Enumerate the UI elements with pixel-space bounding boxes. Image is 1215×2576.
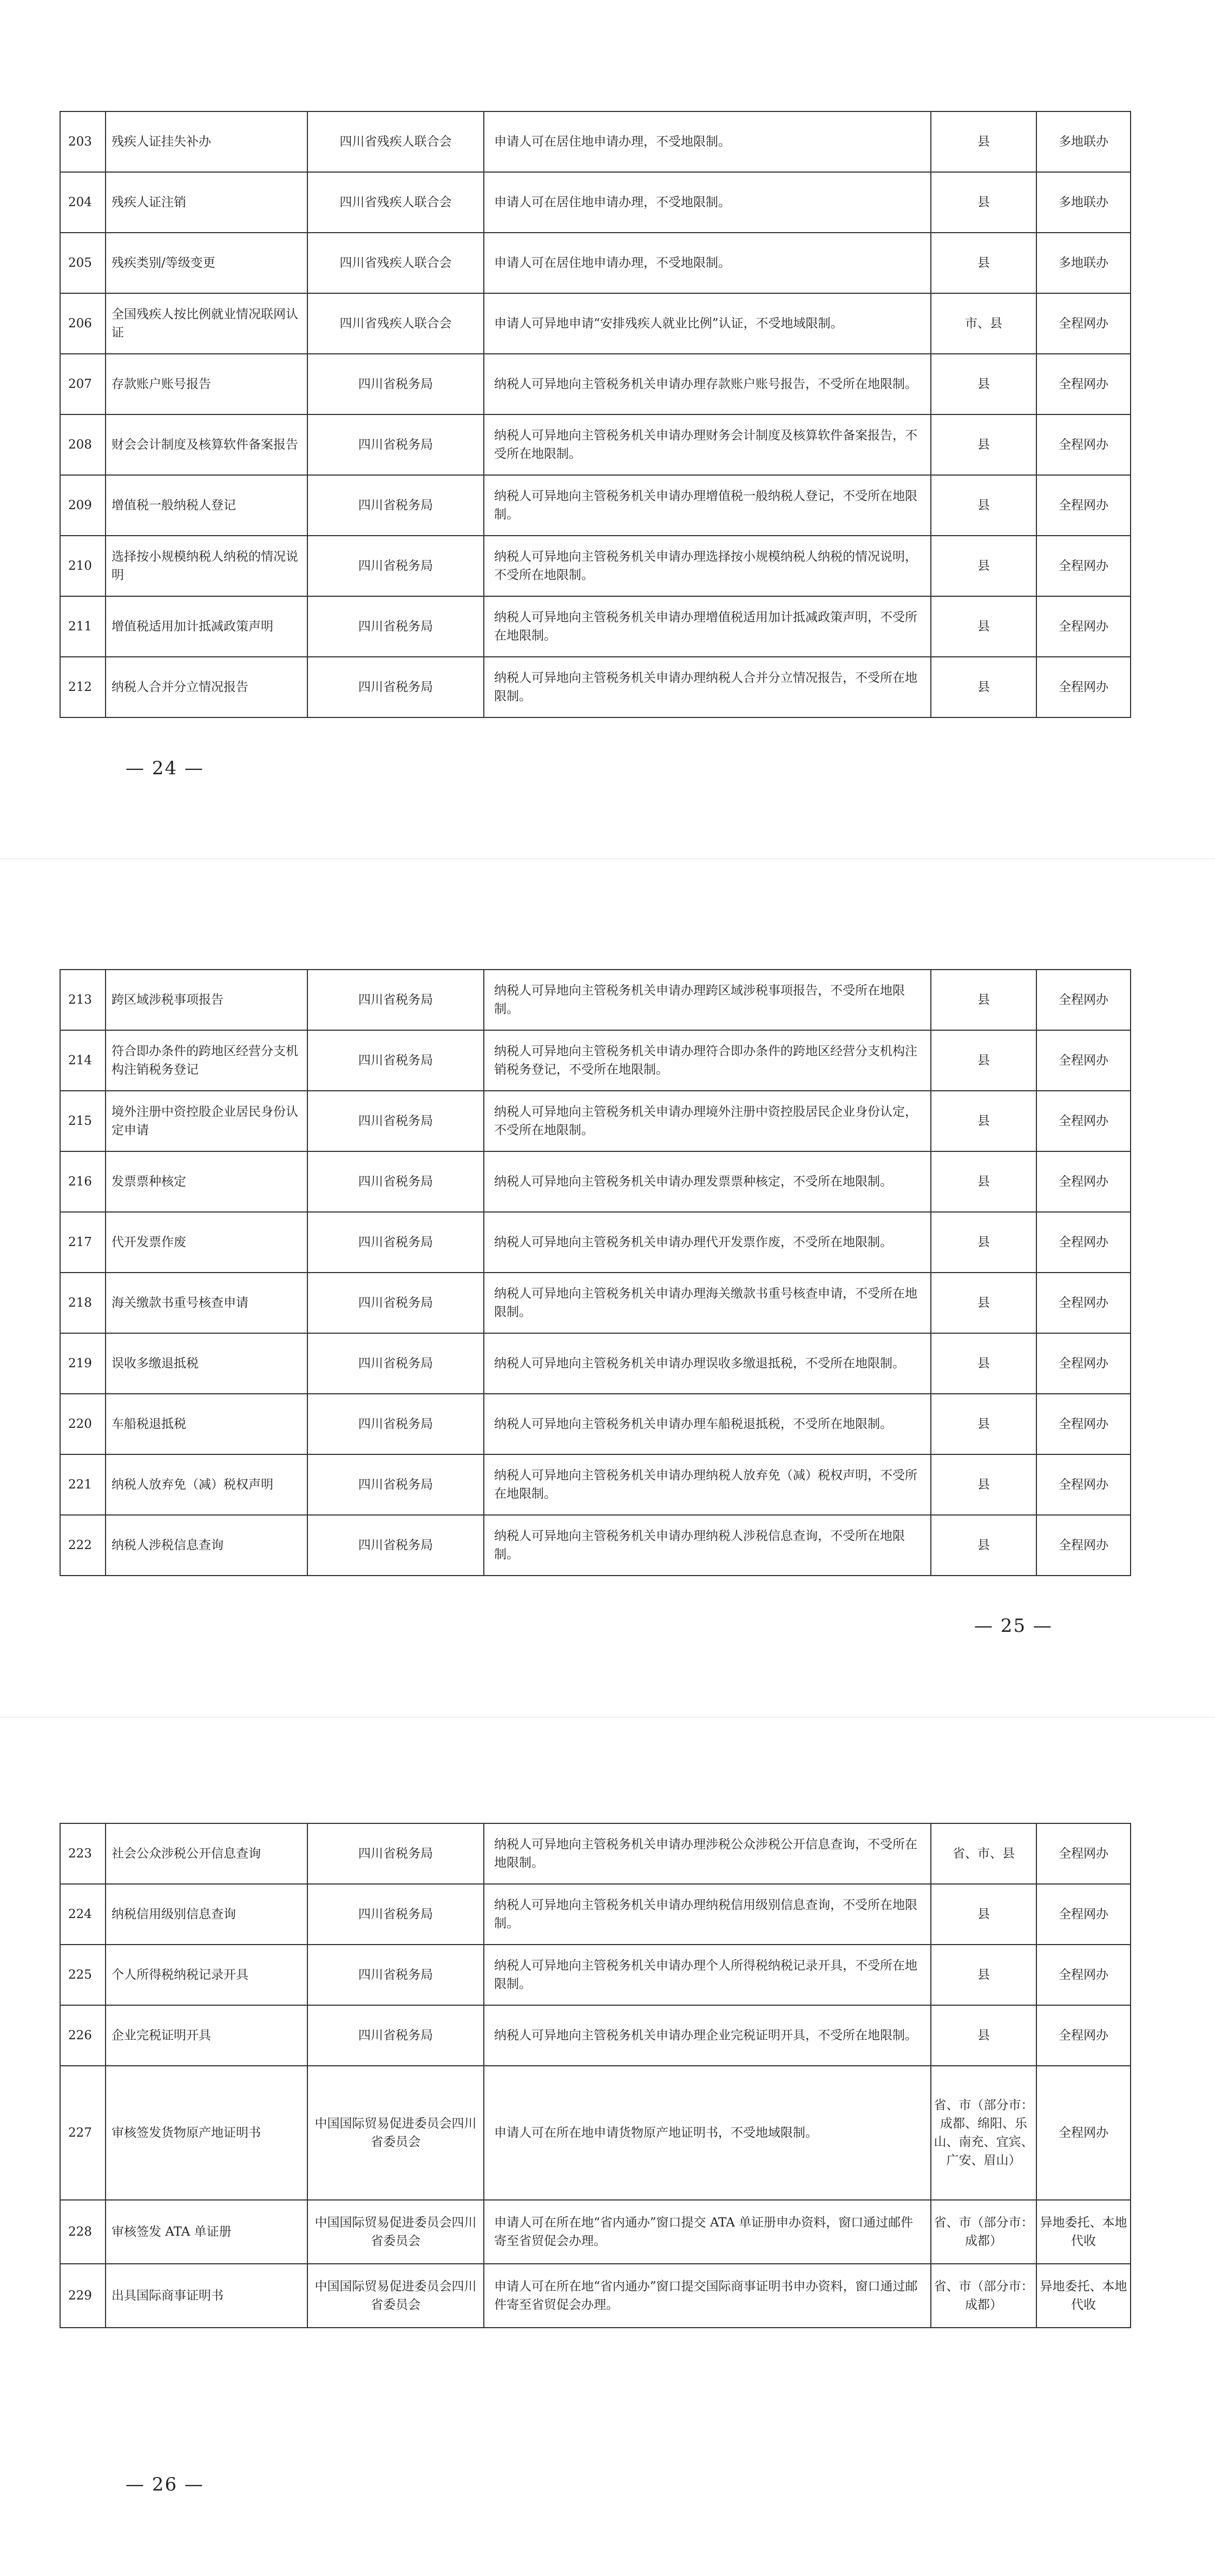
table-row [60,1151,1131,1212]
department: 四川省税务局 [307,1394,484,1454]
table-row [60,354,1131,414]
service-name: 纳税人合并分立情况报告 [106,657,307,717]
service-name: 纳税信用级别信息查询 [106,1884,307,1945]
service-name: 审核签发货物原产地证明书 [106,2066,307,2200]
service-level: 县 [931,1515,1036,1576]
service-description: 纳税人可异地向主管税务机关申请办理纳税信用级别信息查询，不受所在地限制。 [484,1884,931,1945]
table-row [60,2066,1131,2200]
service-name: 财会会计制度及核算软件备案报告 [106,414,307,475]
table-row [60,1454,1131,1515]
page-25 [0,859,1215,1717]
row-number: 219 [60,1333,106,1394]
service-level: 县 [931,1394,1036,1454]
service-level: 市、县 [931,293,1036,354]
service-mode: 多地联办 [1036,233,1131,293]
service-name: 全国残疾人按比例就业情况联网认证 [106,293,307,354]
table-row [60,2005,1131,2066]
service-level: 省、市（部分市：成都） [931,2264,1036,2328]
service-level: 县 [931,2005,1036,2066]
department: 四川省残疾人联合会 [307,111,484,172]
department: 中国国际贸易促进委员会四川省委员会 [307,2264,484,2328]
service-mode: 全程网办 [1036,1945,1131,2005]
table-row [60,1884,1131,1945]
table-row [60,2200,1131,2264]
service-name: 境外注册中资控股企业居民身份认定申请 [106,1091,307,1151]
service-description: 申请人可异地申请“安排残疾人就业比例”认证，不受地域限制。 [484,293,931,354]
department: 四川省税务局 [307,596,484,657]
service-name: 发票票种核定 [106,1151,307,1212]
service-level: 县 [931,1151,1036,1212]
row-number: 207 [60,354,106,414]
row-number: 203 [60,111,106,172]
service-name: 纳税人放弃免（减）税权声明 [106,1454,307,1515]
department: 四川省税务局 [307,1945,484,2005]
row-number: 204 [60,172,106,233]
department: 四川省税务局 [307,1454,484,1515]
row-number: 222 [60,1515,106,1576]
service-mode: 全程网办 [1036,1515,1131,1576]
service-level: 省、市、县 [931,1823,1036,1884]
row-number: 218 [60,1273,106,1333]
row-number: 211 [60,596,106,657]
row-number: 216 [60,1151,106,1212]
department: 四川省税务局 [307,657,484,717]
row-number: 206 [60,293,106,354]
service-level: 县 [931,475,1036,536]
service-level: 省、市（部分市：成都） [931,2200,1036,2264]
service-mode: 全程网办 [1036,2005,1131,2066]
table-row [60,536,1131,596]
service-name: 车船税退抵税 [106,1394,307,1454]
department: 四川省税务局 [307,2005,484,2066]
service-description: 申请人可在居住地申请办理，不受地限制。 [484,172,931,233]
page-26 [0,1717,1215,2576]
department: 四川省税务局 [307,1515,484,1576]
service-mode: 全程网办 [1036,1091,1131,1151]
department: 四川省税务局 [307,1823,484,1884]
table-row [60,475,1131,536]
service-mode: 全程网办 [1036,1030,1131,1091]
department: 四川省残疾人联合会 [307,172,484,233]
service-level: 县 [931,111,1036,172]
row-number: 229 [60,2264,106,2328]
department: 四川省税务局 [307,1030,484,1091]
service-mode: 异地委托、本地代收 [1036,2200,1131,2264]
row-number: 221 [60,1454,106,1515]
department: 四川省税务局 [307,1884,484,1945]
service-description: 纳税人可异地向主管税务机关申请办理符合即办条件的跨地区经营分支机构注销税务登记，不受所在地限制。 [484,1030,931,1091]
service-mode: 全程网办 [1036,596,1131,657]
service-description: 申请人可在所在地“省内通办”窗口提交国际商事证明书申办资料，窗口通过邮件寄至省贸促会办理。 [484,2264,931,2328]
service-description: 纳税人可异地向主管税务机关申请办理车船税退抵税，不受所在地限制。 [484,1394,931,1454]
service-table [60,1823,1131,2328]
service-description: 纳税人可异地向主管税务机关申请办理境外注册中资控股居民企业身份认定，不受所在地限制。 [484,1091,931,1151]
service-mode: 全程网办 [1036,293,1131,354]
service-level: 县 [931,1212,1036,1273]
service-name: 残疾人证挂失补办 [106,111,307,172]
service-description: 纳税人可异地向主管税务机关申请办理发票票种核定，不受所在地限制。 [484,1151,931,1212]
service-mode: 全程网办 [1036,354,1131,414]
row-number: 226 [60,2005,106,2066]
service-name: 海关缴款书重号核查申请 [106,1273,307,1333]
department: 中国国际贸易促进委员会四川省委员会 [307,2200,484,2264]
service-mode: 全程网办 [1036,1273,1131,1333]
service-mode: 全程网办 [1036,970,1131,1030]
department: 四川省税务局 [307,1091,484,1151]
table-row [60,596,1131,657]
table-row [60,1212,1131,1273]
department: 四川省税务局 [307,475,484,536]
service-mode: 全程网办 [1036,1212,1131,1273]
service-name: 个人所得税纳税记录开具 [106,1945,307,2005]
page-24 [0,0,1215,859]
service-mode: 全程网办 [1036,1884,1131,1945]
service-description: 纳税人可异地向主管税务机关申请办理海关缴款书重号核查申请，不受所在地限制。 [484,1273,931,1333]
service-description: 纳税人可异地向主管税务机关申请办理增值税适用加计抵减政策声明，不受所在地限制。 [484,596,931,657]
page-number: — 24 — [126,757,204,779]
department: 四川省税务局 [307,1151,484,1212]
service-level: 县 [931,1884,1036,1945]
service-level: 省、市（部分市：成都、绵阳、乐山、南充、宜宾、广安、眉山） [931,2066,1036,2200]
service-level: 县 [931,172,1036,233]
department: 四川省残疾人联合会 [307,233,484,293]
service-description: 申请人可在居住地申请办理，不受地限制。 [484,233,931,293]
row-number: 220 [60,1394,106,1454]
table-row [60,1030,1131,1091]
service-level: 县 [931,354,1036,414]
service-level: 县 [931,1273,1036,1333]
service-name: 审核签发 ATA 单证册 [106,2200,307,2264]
row-number: 224 [60,1884,106,1945]
row-number: 227 [60,2066,106,2200]
table-row [60,1273,1131,1333]
table-row [60,970,1131,1030]
service-name: 增值税适用加计抵减政策声明 [106,596,307,657]
service-description: 纳税人可异地向主管税务机关申请办理企业完税证明开具，不受所在地限制。 [484,2005,931,2066]
service-level: 县 [931,1091,1036,1151]
table-row [60,414,1131,475]
table-row [60,1515,1131,1576]
service-mode: 全程网办 [1036,1394,1131,1454]
row-number: 225 [60,1945,106,2005]
row-number: 208 [60,414,106,475]
table-row [60,1333,1131,1394]
page-number: — 25 — [974,1615,1053,1637]
service-name: 存款账户账号报告 [106,354,307,414]
service-name: 增值税一般纳税人登记 [106,475,307,536]
table-row [60,172,1131,233]
table-row [60,1091,1131,1151]
service-table [60,969,1131,1576]
service-level: 县 [931,536,1036,596]
service-mode: 异地委托、本地代收 [1036,2264,1131,2328]
service-mode: 全程网办 [1036,1151,1131,1212]
service-description: 纳税人可异地向主管税务机关申请办理代开发票作废，不受所在地限制。 [484,1212,931,1273]
table-row [60,1394,1131,1454]
service-mode: 多地联办 [1036,172,1131,233]
row-number: 210 [60,536,106,596]
service-name: 代开发票作废 [106,1212,307,1273]
table-row [60,293,1131,354]
service-mode: 全程网办 [1036,414,1131,475]
department: 四川省残疾人联合会 [307,293,484,354]
service-mode: 全程网办 [1036,2066,1131,2200]
service-level: 县 [931,1030,1036,1091]
service-description: 纳税人可异地向主管税务机关申请办理存款账户账号报告，不受所在地限制。 [484,354,931,414]
department: 四川省税务局 [307,536,484,596]
service-name: 企业完税证明开具 [106,2005,307,2066]
service-mode: 多地联办 [1036,111,1131,172]
table-row [60,2264,1131,2328]
service-mode: 全程网办 [1036,657,1131,717]
service-table [60,111,1131,718]
service-mode: 全程网办 [1036,1333,1131,1394]
department: 四川省税务局 [307,1212,484,1273]
service-description: 纳税人可异地向主管税务机关申请办理纳税人放弃免（减）税权声明，不受所在地限制。 [484,1454,931,1515]
service-name: 误收多缴退抵税 [106,1333,307,1394]
row-number: 209 [60,475,106,536]
table-row [60,657,1131,717]
row-number: 205 [60,233,106,293]
department: 四川省税务局 [307,1273,484,1333]
row-number: 228 [60,2200,106,2264]
row-number: 215 [60,1091,106,1151]
row-number: 212 [60,657,106,717]
service-name: 出具国际商事证明书 [106,2264,307,2328]
row-number: 223 [60,1823,106,1884]
service-mode: 全程网办 [1036,1823,1131,1884]
row-number: 217 [60,1212,106,1273]
service-description: 纳税人可异地向主管税务机关申请办理跨区域涉税事项报告，不受所在地限制。 [484,970,931,1030]
service-description: 纳税人可异地向主管税务机关申请办理纳税人涉税信息查询，不受所在地限制。 [484,1515,931,1576]
service-description: 纳税人可异地向主管税务机关申请办理选择按小规模纳税人纳税的情况说明，不受所在地限制。 [484,536,931,596]
service-level: 县 [931,970,1036,1030]
service-mode: 全程网办 [1036,1454,1131,1515]
service-mode: 全程网办 [1036,475,1131,536]
service-name: 残疾类别/等级变更 [106,233,307,293]
service-description: 申请人可在所在地申请货物原产地证明书，不受地域限制。 [484,2066,931,2200]
department: 中国国际贸易促进委员会四川省委员会 [307,2066,484,2200]
page-number: — 26 — [126,2474,204,2495]
service-description: 纳税人可异地向主管税务机关申请办理增值税一般纳税人登记，不受所在地限制。 [484,475,931,536]
department: 四川省税务局 [307,414,484,475]
service-name: 符合即办条件的跨地区经营分支机构注销税务登记 [106,1030,307,1091]
row-number: 214 [60,1030,106,1091]
service-mode: 全程网办 [1036,536,1131,596]
service-description: 纳税人可异地向主管税务机关申请办理纳税人合并分立情况报告，不受所在地限制。 [484,657,931,717]
service-description: 纳税人可异地向主管税务机关申请办理涉税公众涉税公开信息查询，不受所在地限制。 [484,1823,931,1884]
service-level: 县 [931,596,1036,657]
service-name: 选择按小规模纳税人纳税的情况说明 [106,536,307,596]
service-level: 县 [931,233,1036,293]
service-name: 残疾人证注销 [106,172,307,233]
service-level: 县 [931,1454,1036,1515]
table-row [60,111,1131,172]
service-level: 县 [931,414,1036,475]
service-description: 纳税人可异地向主管税务机关申请办理误收多缴退抵税，不受所在地限制。 [484,1333,931,1394]
table-row [60,1823,1131,1884]
service-name: 纳税人涉税信息查询 [106,1515,307,1576]
service-level: 县 [931,1945,1036,2005]
table-row [60,233,1131,293]
service-description: 纳税人可异地向主管税务机关申请办理个人所得税纳税记录开具，不受所在地限制。 [484,1945,931,2005]
department: 四川省税务局 [307,354,484,414]
service-level: 县 [931,657,1036,717]
service-description: 申请人可在居住地申请办理，不受地限制。 [484,111,931,172]
service-name: 跨区域涉税事项报告 [106,970,307,1030]
department: 四川省税务局 [307,970,484,1030]
row-number: 213 [60,970,106,1030]
service-level: 县 [931,1333,1036,1394]
department: 四川省税务局 [307,1333,484,1394]
service-name: 社会公众涉税公开信息查询 [106,1823,307,1884]
service-description: 纳税人可异地向主管税务机关申请办理财务会计制度及核算软件备案报告，不受所在地限制。 [484,414,931,475]
table-row [60,1945,1131,2005]
service-description: 申请人可在所在地“省内通办”窗口提交 ATA 单证册申办资料，窗口通过邮件寄至省贸促会办理。 [484,2200,931,2264]
